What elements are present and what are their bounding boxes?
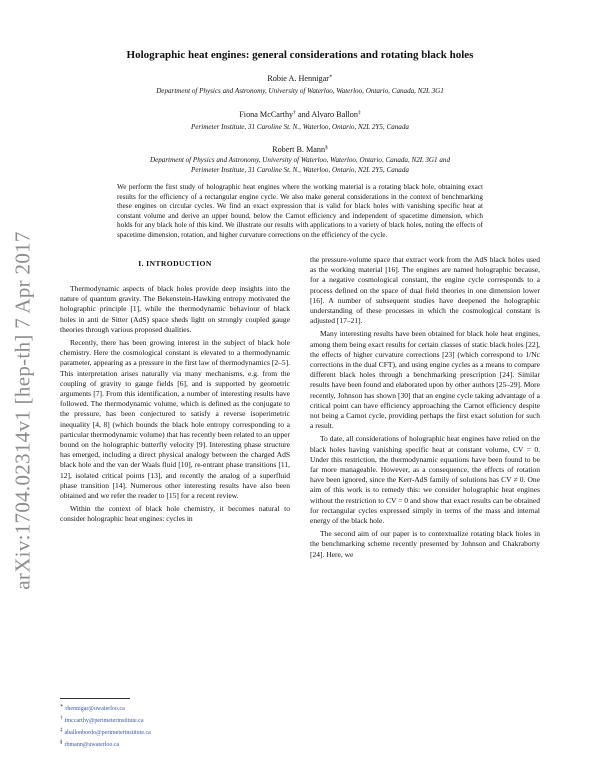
paper-title: Holographic heat engines: general considerations and rotating black holes	[126, 49, 474, 61]
author-line-3	[60, 145, 540, 154]
email-link[interactable]: rbmann@uwaterloo.ca	[64, 742, 120, 748]
author-name: Robie A. Hennigar	[267, 74, 329, 83]
affiliation-4: Perimeter Institute, 31 Caroline St. N., Waterloo, Ontario, N2L 2Y5, Canada	[191, 166, 409, 174]
email-link[interactable]: aballonbordo@perimeterinstitute.ca	[64, 730, 151, 736]
author-mark: ‡	[358, 109, 361, 116]
paragraph: To date, all considerations of holographic heat engines have relied on the black holes having vanishing specific heat at constant volume, CV = 0. Under this restriction, the thermodynamic equations have been found to be far more manageable. However, as a consequence, the effects of rotation have been ignored, since the Kerr-AdS family of solutions has CV ≠ 0. One aim of this work is to remedy this: we consider holographic heat engines without the restriction to CV = 0 and show that exact results can be obtained for rectangular cycles expressed simply in terms of the mass and internal energy of the black hole.	[310, 434, 540, 526]
author-line-1	[60, 74, 540, 83]
paragraph: Recently, there has been growing interest in the subject of black hole chemistry. Here the cosmological constant is elevated to a thermodynamic parameter, appearing as a pressure in the first law of thermodynamics [2–5]. This interpretation arises naturally via many mechanisms, e.g. from the coupling of gravity to gauge fields [6], and is supported by geometric arguments [7]. From this identification, a number of interesting results have followed. The thermodynamic volume, which is defined as the conjugate to the pressure, has been conjectured to satisfy a reverse isoperimetric inequality [4, 8] (which bounds the black hole entropy corresponding to a particular thermodynamic volume) that has recently been related to an upper bound on the holographic butterfly velocity [9]. Interesting phase structure has emerged, including a direct physical analogy between the charged AdS black hole and the van der Waals fluid [10], re-entrant phase transitions [11, 12], isolated critical points [13], and recently the analog of a superfluid phase transition [14]. Numerous other interesting results have also been obtained and we refer the reader to [15] for a recent review.	[60, 338, 290, 501]
footnote-mark: ‡	[60, 728, 63, 733]
affiliation-1: Department of Physics and Astronomy, University of Waterloo, Waterloo, Ontario, Canada, N2L 3G1	[156, 87, 444, 95]
email-link[interactable]: fmccarthy@perimeterinstitute.ca	[64, 718, 144, 724]
paragraph: the pressure-volume space that extract work from the AdS black holes used as the working material [16]. The engines are named holographic because, for a negative cosmological constant, the engine cycle corresponds to a process defined on the space of dual field theories in one dimension lower [16]. A number of subsequent studies have deepened the holographic understanding of these processes in which the cosmological constant is adjusted [17–21].	[310, 255, 540, 326]
author-line-2	[60, 110, 540, 119]
footnote-mark: †	[60, 716, 63, 721]
footnote-rule	[60, 698, 130, 699]
affiliation-3: Department of Physics and Astronomy, University of Waterloo, Waterloo, Ontario, Canada, N2L 3G1 and	[149, 156, 451, 164]
author-mark: †	[293, 109, 296, 116]
author-mark: §	[325, 144, 328, 151]
paragraph: Within the context of black hole chemistry, it becomes natural to consider holographic heat engines: cycles in	[60, 504, 290, 524]
footnote-mark: §	[60, 740, 63, 745]
affiliation-2: Perimeter Institute, 31 Caroline St. N., Waterloo, Ontario, N2L 2Y5, Canada	[191, 123, 409, 131]
author-name: Robert B. Mann	[272, 145, 326, 154]
section-heading: I. INTRODUCTION	[138, 259, 212, 268]
right-column	[310, 255, 540, 563]
author-name: Alvaro Ballon	[311, 110, 358, 119]
arxiv-id: arXiv:1704.02314v1 [hep-th] 7 Apr 2017	[10, 230, 35, 590]
footnote	[60, 714, 290, 726]
author-name: Fiona McCarthy	[239, 110, 294, 119]
arxiv-stamp	[4, 150, 42, 670]
paragraph: Many interesting results have been obtained for black hole heat engines, among them being exact results for certain classes of static black holes [22], the effects of higher curvature corrections [23] (which correspond to 1/Nc corrections in the dual CFT), and using engine cycles as a means to compare different black holes through a benchmarking prescription [24]. Similar results have been found and elaborated upon by other authors [25–29]. More recently, Johnson has shown [30] that an engine cycle taking advantage of a critical point can have efficiency approaching the Carnot efficiency despite not being a Carnot cycle, providing perhaps the first exact solution for such a result.	[310, 329, 540, 431]
left-column	[60, 284, 290, 528]
footnote	[60, 738, 290, 750]
email-link[interactable]: rhennigar@uwaterloo.ca	[65, 706, 125, 712]
paragraph: Thermodynamic aspects of black holes provide deep insights into the nature of quantum gravity. The Bekenstein-Hawking entropy motivated the holographic principle [1], while the thermodynamic behaviour of black holes in anti de Sitter (AdS) space sheds light on strongly coupled gauge theories through various proposed dualities.	[60, 284, 290, 334]
author-mark: ∗	[328, 73, 333, 80]
footnote	[60, 702, 290, 714]
footnote	[60, 726, 290, 738]
author-join: and	[297, 110, 310, 119]
abstract: We perform the first study of holographic heat engines where the working material is a rotating black hole, obtaining exact results for the efficiency of a rectangular engine cycle. We also make general considerations in the context of benchmarking these engines on circular cycles. We find an exact expression that is valid for black holes with vanishing specific heat at constant volume and derive an upper bound, below the Carnot efficiency and independent of spacetime dimension, which holds for any black hole of this kind. We illustrate our results with applications to a variety of black holes, noting the effects of spacetime dimension, rotation, and higher curvature corrections on the efficiency of the cycle.	[117, 183, 483, 239]
paragraph: The second aim of our paper is to contextualize rotating black holes in the benchmarking scheme recently presented by Johnson and Chakraborty [24]. Here, we	[310, 529, 540, 559]
footnotes	[60, 698, 290, 750]
footnote-mark: ∗	[60, 704, 64, 709]
